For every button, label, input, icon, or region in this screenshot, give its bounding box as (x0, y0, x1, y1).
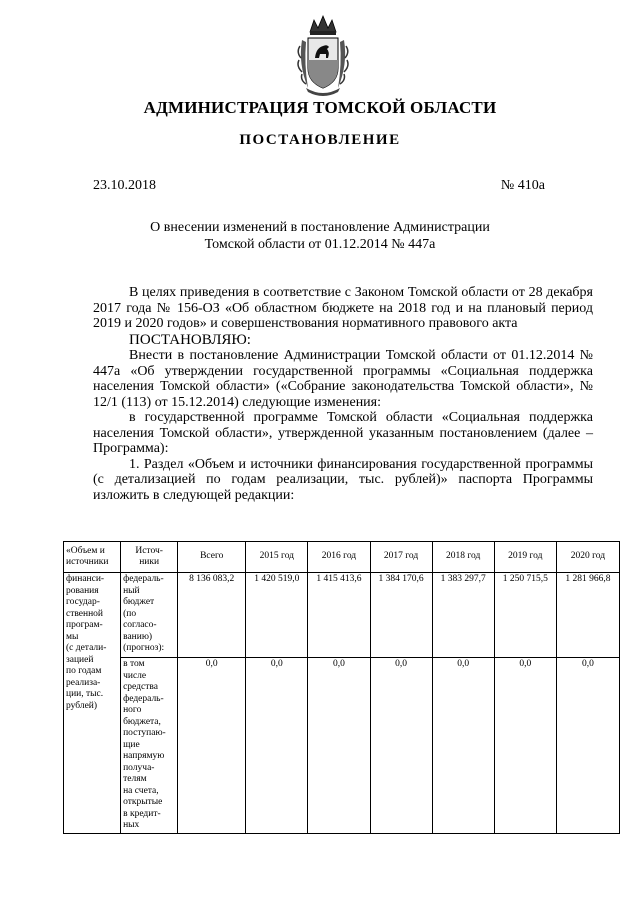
value-cell: 0,0 (370, 658, 432, 834)
document-subject (150, 219, 490, 253)
value-cell: 1 384 170,6 (370, 573, 432, 658)
header-cell: Всего (178, 542, 246, 573)
organization-title: АДМИНИСТРАЦИЯ ТОМСКОЙ ОБЛАСТИ (143, 98, 497, 117)
table-row (64, 658, 620, 834)
header-cell: 2020 год (556, 542, 619, 573)
table-row (64, 573, 620, 658)
document-number: № 410а (500, 178, 545, 193)
document-type: ПОСТАНОВЛЕНИЕ (239, 132, 401, 148)
value-cell: 1 415 413,6 (308, 573, 370, 658)
subject-line-1: О внесении изменений в постановление Администрации (150, 220, 490, 235)
financing-label-cell: финанси- рования государ- ственной програм- мы (с детали- зацией по годам реализа- ции, тыс. рублей) (64, 573, 121, 834)
decree-heading: ПОСТАНОВЛЯЮ: (129, 331, 251, 348)
header-cell: 2017 год (370, 542, 432, 573)
header-cell: 2018 год (432, 542, 494, 573)
document-body (93, 285, 593, 503)
subject-line-2: Томской области от 01.12.2014 № 447а (204, 237, 436, 252)
value-cell: 0,0 (308, 658, 370, 834)
value-cell: 0,0 (494, 658, 556, 834)
source-cell: в том числе средства федераль- ного бюджета, поступаю- щие напрямую получа- телям на счета, открытые в кредит- ных (121, 658, 178, 834)
value-cell: 0,0 (246, 658, 308, 834)
source-cell: федераль- ный бюджет (по согласо- ванию) (прогноз): (121, 573, 178, 658)
financing-table (63, 541, 620, 834)
coat-of-arms-icon (296, 14, 350, 100)
item-sub-paragraph: в государственной программе Томской области «Социальная поддержка населения Томской области», утвержденной указанным постановлением (далее – Программа): (93, 410, 593, 456)
header-cell: 2019 год (494, 542, 556, 573)
header-cell: Источ- ники (121, 542, 178, 573)
item-1-paragraph: 1. Раздел «Объем и источники финансирования государственной программы (с детализацией по годам реализации, тыс. рублей)» паспорта Программы изложить в следующей редакции: (93, 456, 593, 503)
value-cell: 8 136 083,2 (178, 573, 246, 658)
value-cell: 1 420 519,0 (246, 573, 308, 658)
document-date: 23.10.2018 (93, 178, 156, 193)
header-cell: 2016 год (308, 542, 370, 573)
value-cell: 0,0 (432, 658, 494, 834)
value-cell: 1 250 715,5 (494, 573, 556, 658)
header-cell: «Объем и источники (64, 542, 121, 573)
value-cell: 1 383 297,7 (432, 573, 494, 658)
header-cell: 2015 год (246, 542, 308, 573)
intro-paragraph: В целях приведения в соответствие с Законом Томской области от 28 декабря 2017 года № 156-ОЗ «Об областном бюджете на 2018 год и на плановый период 2019 и 2020 годов» и совершенствования нормативного правового акта (93, 285, 593, 331)
table-header-row (64, 542, 620, 573)
item-main-paragraph: Внести в постановление Администрации Томской области от 01.12.2014 № 447а «Об утверждении государственной программы «Социальная поддержка населения Томской области» («Собрание законодательства Томской области», № 12/1 (113) от 15.12.2014) следующие изменения: (93, 348, 593, 410)
value-cell: 0,0 (556, 658, 619, 834)
value-cell: 0,0 (178, 658, 246, 834)
value-cell: 1 281 966,8 (556, 573, 619, 658)
